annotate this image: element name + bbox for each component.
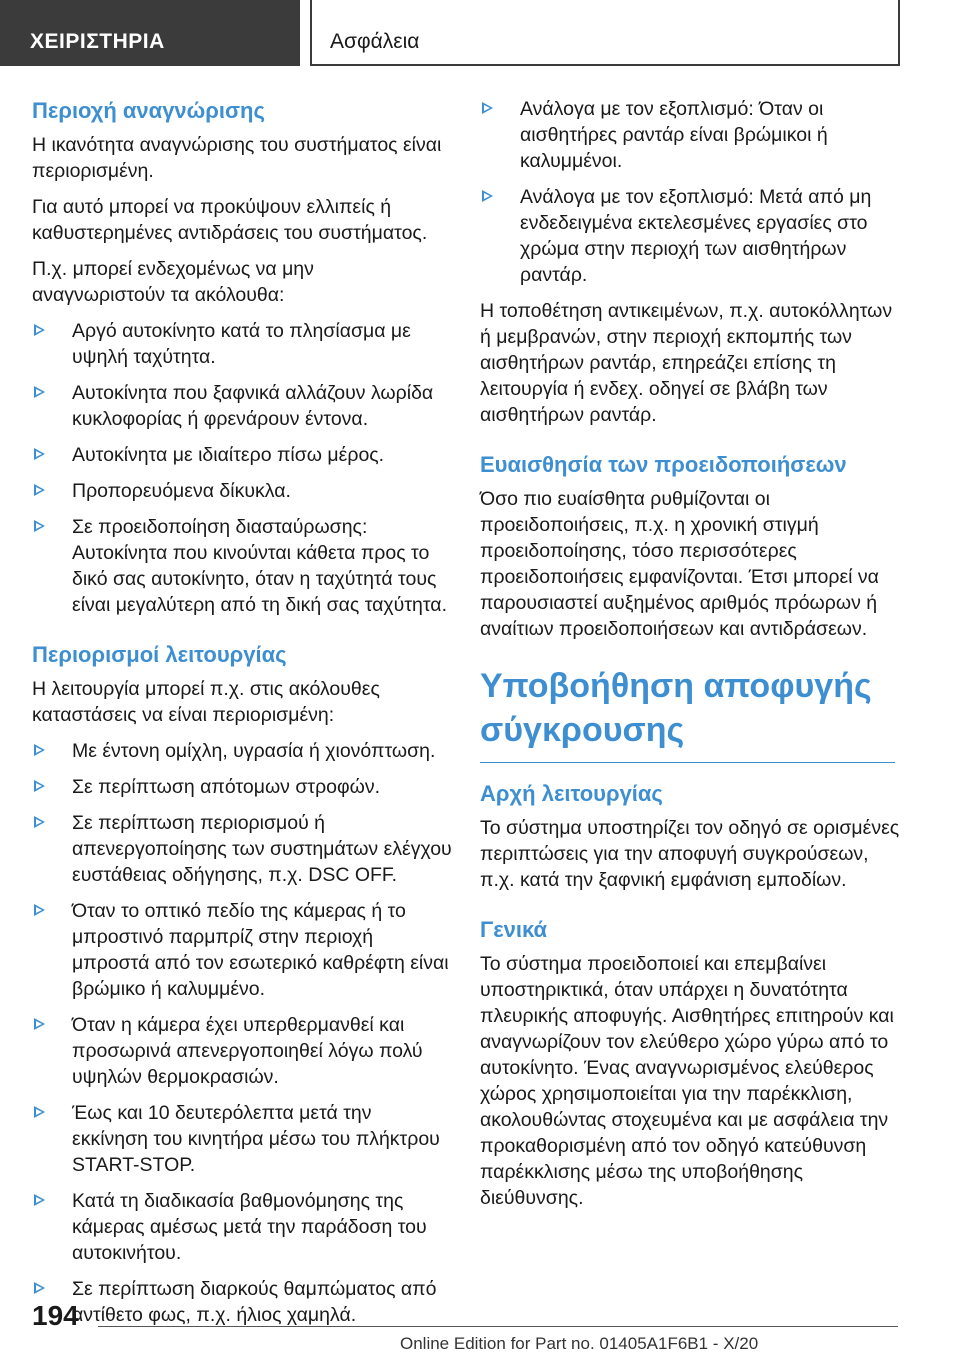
triangle-bullet-icon [34, 1018, 45, 1030]
list-item: Αργό αυτοκίνητο κατά το πλησίασμα με υψηλή ταχύτητα. [32, 318, 452, 370]
paragraph: Η ικανότητα αναγνώρισης του συστήματος είναι περιορισμένη. [32, 134, 442, 182]
paragraph: Η τοποθέτηση αντικειμένων, π.χ. αυτοκόλλητων ή μεμβρανών, στην περιοχή εκπομπής των αισθητήρων ραντάρ, επηρεάζει επίσης τη λειτουργία ή ενδεχ. οδηγεί σε βλάβη των αισθητήρων ραντάρ. [480, 300, 893, 426]
bullet-list [32, 318, 452, 618]
heading-general: Γενικά [480, 917, 548, 942]
triangle-bullet-icon [34, 448, 45, 460]
edition-note: Online Edition for Part no. 01405A1F6B1 - X/20 [400, 1334, 759, 1353]
paragraph: Η λειτουργία μπορεί π.χ. στις ακόλουθες καταστάσεις να είναι περιορισμένη: [32, 678, 380, 726]
right-column [480, 96, 900, 1221]
heading-warning-sensitivity: Ευαισθησία των προειδοποιήσεων [480, 452, 847, 477]
paragraph: Το σύστημα υποστηρίζει τον οδηγό σε ορισμένες περιπτώσεις για την αποφυγή συγκρούσεων, π.χ. κατά την ξαφνική εμφάνιση εμποδίων. [480, 817, 900, 891]
triangle-bullet-icon [34, 324, 45, 336]
triangle-bullet-icon [482, 102, 493, 114]
chapter-tab [310, 0, 900, 66]
paragraph: Όσο πιο ευαίσθητα ρυθμίζονται οι προειδοποιήσεις, π.χ. η χρονική στιγμή προειδοποίησης, τόσο περισσότερες προειδοποιήσεις εμφανίζονται. Έτσι μπορεί να παρουσιαστεί αυξημένος αριθμός πρόωρων ή αναίτιων προειδοποιήσεων και αντιδράσεων. [480, 488, 879, 640]
triangle-bullet-icon [34, 1106, 45, 1118]
triangle-bullet-icon [34, 520, 45, 532]
heading-detection-range: Περιοχή αναγνώρισης [32, 98, 265, 123]
list-item: Όταν το οπτικό πεδίο της κάμερας ή το μπροστινό παρμπρίζ στην περιοχή μπροστά από τον εσωτερικό καθρέφτη είναι βρώμικο ή καλυμμένο. [32, 898, 452, 1002]
heading-function-limits: Περιορισμοί λειτουργίας [32, 642, 287, 667]
list-item: Σε περίπτωση απότομων στροφών. [32, 774, 452, 800]
list-item: Ανάλογα με τον εξοπλισμό: Όταν οι αισθητήρες ραντάρ είναι βρώμικοι ή καλυμμένοι. [480, 96, 900, 174]
section-tab: ΧΕΙΡΙΣΤΗΡΙΑ [0, 0, 300, 66]
list-item: Ανάλογα με τον εξοπλισμό: Μετά από μη ενδεδειγμένα εκτελεσμένες εργασίες στο χρώμα στην περιοχή των αισθητήρων ραντάρ. [480, 184, 900, 288]
paragraph: Π.χ. μπορεί ενδεχομένως να μην αναγνωριστούν τα ακόλουθα: [32, 258, 314, 306]
bullet-list [480, 96, 900, 288]
chapter-title: Ασφάλεια [330, 30, 420, 53]
list-item: Με έντονη ομίχλη, υγρασία ή χιονόπτωση. [32, 738, 452, 764]
triangle-bullet-icon [482, 190, 493, 202]
left-column [32, 96, 452, 1338]
paragraph: Το σύστημα προειδοποιεί και επεμβαίνει υποστηρικτικά, όταν υπάρχει η δυνατότητα πλευρικής αποφυγής. Αισθητήρες επιτηρούν και αναγνωρίζουν τον ελεύθερο χώρο γύρω από το αυτοκίνητο. Ένας αναγνωρισμένος ελεύθερος χώρος χρησιμοποιείται για την παρέκκλιση, ακολουθώντας στοχευμένα και με ασφάλεια την προκαθορισμένη από τον οδηγό κατεύθυνση παρέκκλισης μέσω της υποβοήθησης διεύθυνσης. [480, 953, 894, 1209]
triangle-bullet-icon [34, 780, 45, 792]
list-item: Σε περίπτωση διαρκούς θαμπώματος από αντίθετο φως, π.χ. ήλιος χαμηλά. [32, 1276, 452, 1328]
section-title: Υποβοήθηση αποφυγής σύγκρουσης [480, 667, 872, 749]
list-item: Σε προειδοποίηση διασταύρωσης: Αυτοκίνητα που κινούνται κάθετα προς το δικό σας αυτοκίνητο, όταν η ταχύτητά τους είναι μεγαλύτερη από τη δική σας ταχύτητα. [32, 514, 452, 618]
bullet-list [32, 738, 452, 1328]
triangle-bullet-icon [34, 744, 45, 756]
list-item: Αυτοκίνητα με ιδιαίτερο πίσω μέρος. [32, 442, 452, 468]
list-item: Προπορευόμενα δίκυκλα. [32, 478, 452, 504]
section-divider [480, 762, 895, 763]
triangle-bullet-icon [34, 1194, 45, 1206]
heading-operating-principle: Αρχή λειτουργίας [480, 781, 663, 806]
triangle-bullet-icon [34, 484, 45, 496]
page-number: 194 [32, 1300, 79, 1331]
page-header [0, 0, 960, 66]
triangle-bullet-icon [34, 386, 45, 398]
list-item: Έως και 10 δευτερόλεπτα μετά την εκκίνηση του κινητήρα μέσω του πλήκτρου START-STOP. [32, 1100, 452, 1178]
triangle-bullet-icon [34, 816, 45, 828]
paragraph: Για αυτό μπορεί να προκύψουν ελλιπείς ή καθυστερημένες αντιδράσεις του συστήματος. [32, 196, 428, 244]
list-item: Αυτοκίνητα που ξαφνικά αλλάζουν λωρίδα κυκλοφορίας ή φρενάρουν έντονα. [32, 380, 452, 432]
triangle-bullet-icon [34, 904, 45, 916]
footer-divider [98, 1326, 898, 1327]
triangle-bullet-icon [34, 1282, 45, 1294]
list-item: Σε περίπτωση περιορισμού ή απενεργοποίησης των συστημάτων ελέγχου ευστάθειας οδήγησης, π.χ. DSC OFF. [32, 810, 452, 888]
list-item: Όταν η κάμερα έχει υπερθερμανθεί και προσωρινά απενεργοποιηθεί λόγω πολύ υψηλών θερμοκρασιών. [32, 1012, 452, 1090]
list-item: Κατά τη διαδικασία βαθμονόμησης της κάμερας αμέσως μετά την παράδοση του αυτοκινήτου. [32, 1188, 452, 1266]
